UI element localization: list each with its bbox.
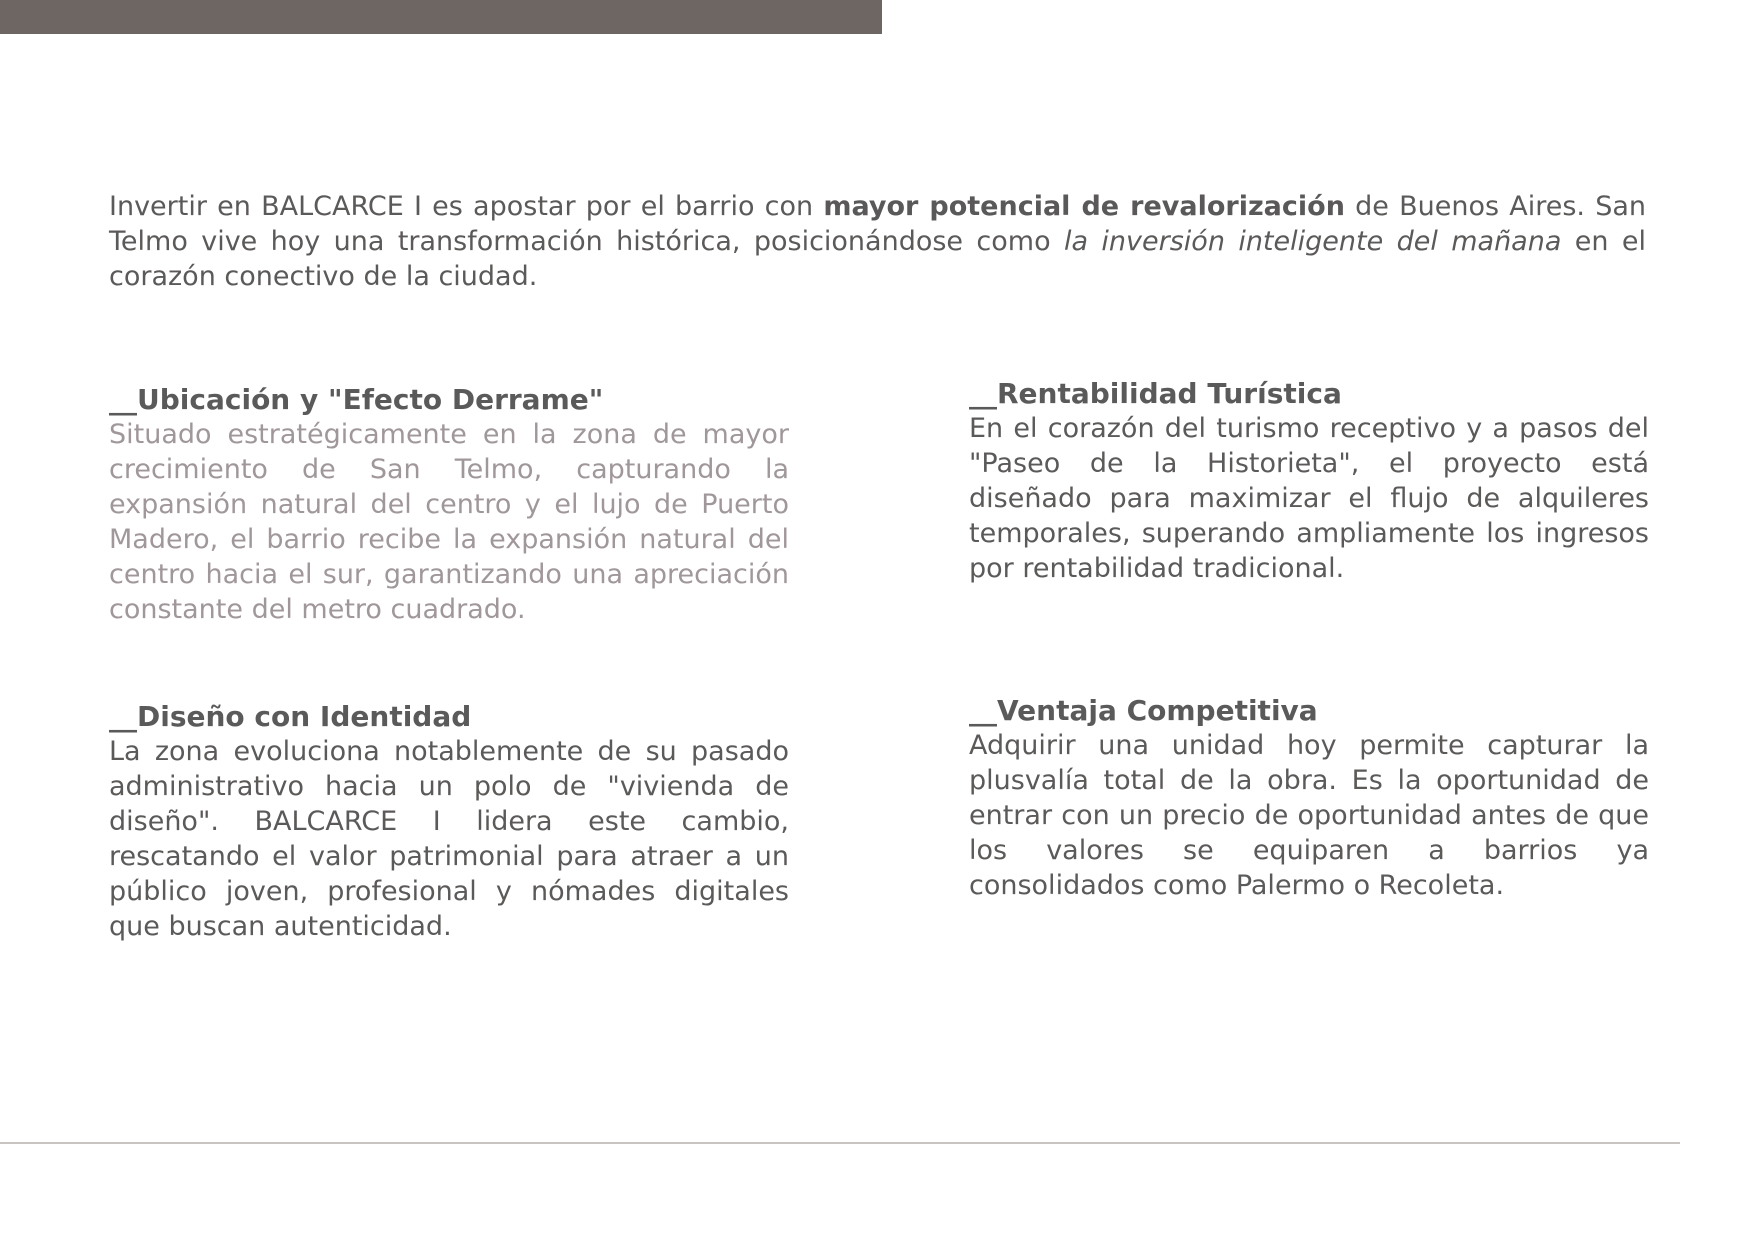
intro-paragraph [109,189,1646,294]
intro-text-2: de Buenos Aires. San Telmo vive hoy una transformación histórica, posicionándose como [109,191,1646,257]
section-body: Adquirir una unidad hoy permite capturar la plusvalía total de la obra. Es la oportunidad de entrar con un precio de oportunidad antes de que los valores se equiparen a barrios ya consolidados como Palermo o Recoleta. [969,730,1649,901]
bottom-divider [0,1142,1680,1144]
intro-italic-phrase: la inversión inteligente del mañana [1064,226,1562,257]
section-body: Situado estratégicamente en la zona de mayor crecimiento de San Telmo, capturando la expansión natural del centro y el lujo de Puerto Madero, el barrio recibe la expansión natural del centro hacia el sur, garantizando una apreciación constante del metro cuadrado. [109,419,789,625]
section-rentabilidad [969,376,1649,586]
section-ubicacion [109,382,789,627]
section-ventaja [969,693,1649,903]
section-title: __Ventaja Competitiva [969,694,1318,727]
intro-bold-phrase: mayor potencial de revalorización [823,191,1345,222]
section-title: __Diseño con Identidad [109,700,472,733]
intro-text-1: Invertir en BALCARCE I es apostar por el barrio con [109,191,824,222]
section-diseno [109,699,789,944]
section-title: __Rentabilidad Turística [969,377,1342,410]
section-title: __Ubicación y "Efecto Derrame" [109,383,604,416]
intro-text-3: en el corazón conectivo de la ciudad. [109,226,1646,292]
section-body: La zona evoluciona notablemente de su pasado administrativo hacia un polo de "vivienda de diseño". BALCARCE I lidera este cambio, rescatando el valor patrimonial para atraer a un público joven, profesional y nómades digitales que buscan autenticidad. [109,736,789,942]
top-accent-bar [0,0,882,34]
section-body: En el corazón del turismo receptivo y a pasos del "Paseo de la Historieta", el proyecto está diseñado para maximizar el flujo de alquileres temporales, superando ampliamente los ingresos por rentabilidad tradicional. [969,413,1649,584]
